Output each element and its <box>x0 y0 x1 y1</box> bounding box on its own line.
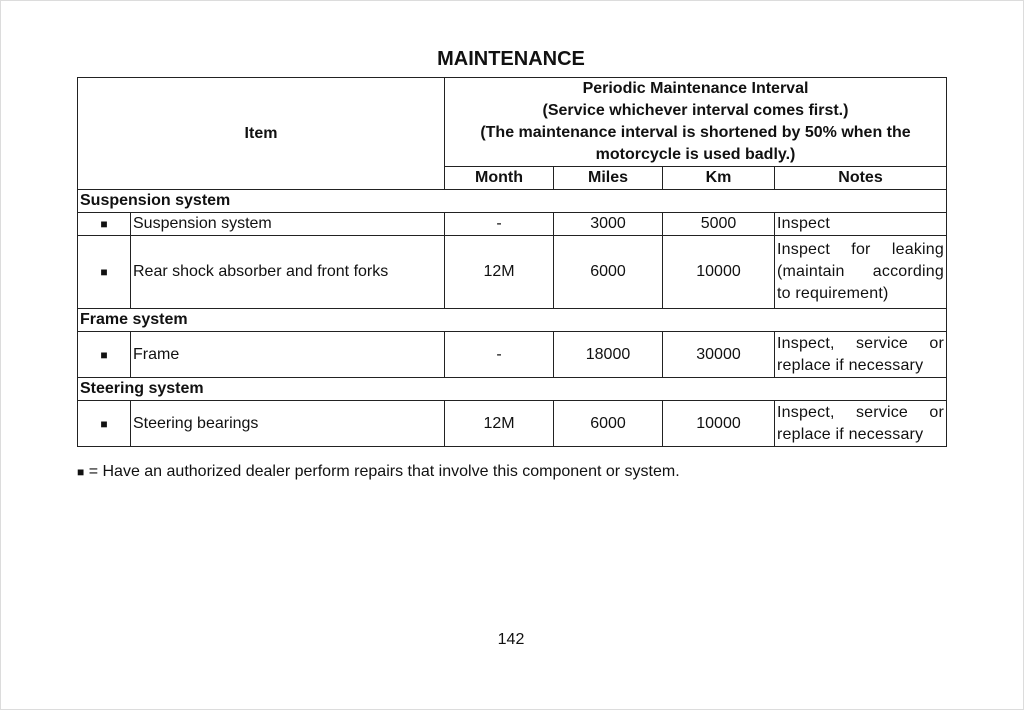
notes-line: to requirement) <box>777 285 889 302</box>
miles-cell: 6000 <box>554 236 663 309</box>
miles-cell: 6000 <box>554 401 663 447</box>
month-cell: 12M <box>445 401 554 447</box>
km-cell: 5000 <box>663 213 775 236</box>
item-cell: Rear shock absorber and front forks <box>131 236 445 309</box>
footnote-text: = Have an authorized dealer perform repairs that involve this component or system. <box>84 463 680 480</box>
section-row <box>78 378 947 401</box>
dealer-service-marker-icon: ■ <box>78 213 131 236</box>
km-cell: 10000 <box>663 401 775 447</box>
section-row <box>78 309 947 332</box>
table-row <box>78 236 947 309</box>
notes-line: Inspect for leaking <box>777 241 944 258</box>
km-cell: 30000 <box>663 332 775 378</box>
section-title-steering: Steering system <box>78 378 947 401</box>
interval-header-line: (The maintenance interval is shortened by 50% when the <box>480 124 911 141</box>
item-cell: Steering bearings <box>131 401 445 447</box>
miles-cell: 3000 <box>554 213 663 236</box>
km-column-header: Km <box>663 167 775 190</box>
notes-cell <box>775 332 947 378</box>
table-row <box>78 332 947 378</box>
section-title-suspension: Suspension system <box>78 190 947 213</box>
section-title-frame: Frame system <box>78 309 947 332</box>
month-cell: 12M <box>445 236 554 309</box>
notes-cell <box>775 213 947 236</box>
dealer-service-marker-icon: ■ <box>78 401 131 447</box>
month-cell: - <box>445 332 554 378</box>
miles-cell: 18000 <box>554 332 663 378</box>
km-cell: 10000 <box>663 236 775 309</box>
page-number: 142 <box>497 631 525 648</box>
table-row <box>78 213 947 236</box>
footnote <box>77 463 680 481</box>
interval-header-line: (Service whichever interval comes first.) <box>542 102 849 119</box>
interval-header-line: Periodic Maintenance Interval <box>582 80 809 97</box>
maintenance-table <box>77 77 947 447</box>
notes-column-header: Notes <box>775 167 947 190</box>
notes-line: replace if necessary <box>777 425 924 443</box>
month-cell: - <box>445 213 554 236</box>
section-row <box>78 190 947 213</box>
dealer-service-marker-icon: ■ <box>78 236 131 309</box>
notes-line: replace if necessary <box>777 356 924 374</box>
page-title: MAINTENANCE <box>437 48 585 70</box>
notes-line: Inspect <box>777 215 830 232</box>
miles-column-header: Miles <box>554 167 663 190</box>
dealer-service-marker-icon: ■ <box>78 332 131 378</box>
interval-header-line: motorcycle is used badly.) <box>595 146 796 163</box>
table-row <box>78 401 947 447</box>
notes-line: Inspect, service or <box>777 403 944 421</box>
notes-cell <box>775 401 947 447</box>
notes-line: Inspect, service or <box>777 334 944 352</box>
notes-cell <box>775 236 947 309</box>
dealer-service-marker-icon: ■ <box>77 465 85 479</box>
notes-line: (maintain according <box>777 263 944 280</box>
item-cell: Frame <box>131 332 445 378</box>
interval-column-header <box>445 78 947 167</box>
item-column-header: Item <box>78 78 445 190</box>
item-cell: Suspension system <box>131 213 445 236</box>
month-column-header: Month <box>445 167 554 190</box>
